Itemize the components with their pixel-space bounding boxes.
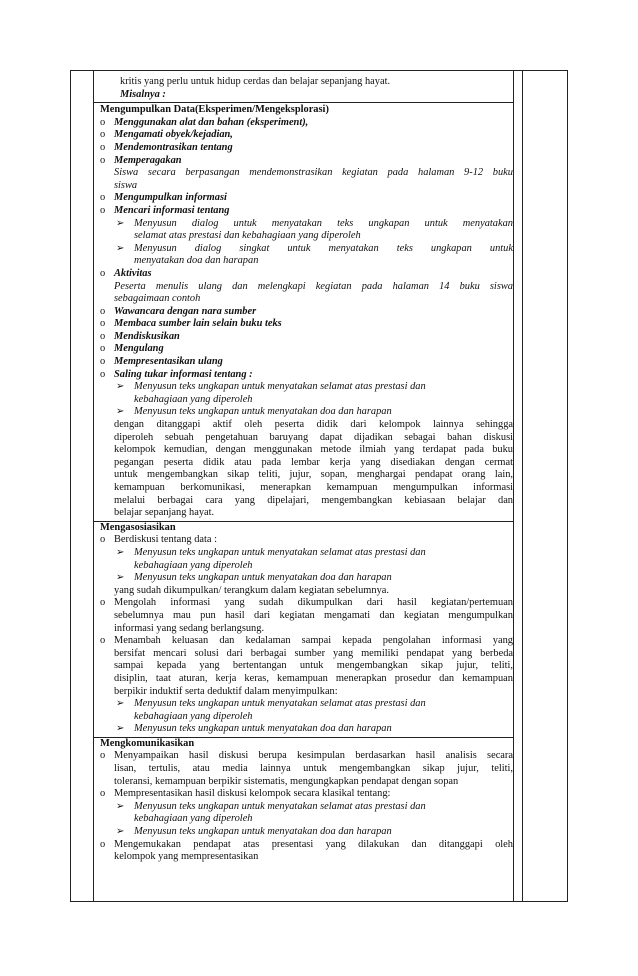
bullet-icon: o bbox=[100, 343, 106, 355]
bullet-icon: o bbox=[100, 192, 106, 204]
lesson-table bbox=[70, 70, 568, 902]
list-item: o Saling tukar informasi tentang : bbox=[100, 368, 253, 380]
paragraph-line: diperoleh sebuah pengetahuan baruyang dapat dijadikan sebagai bahan diskusi bbox=[114, 431, 513, 443]
sub-item: ➢ Menyusun teks ungkapan untuk menyatakan selamat atas prestasi dan bbox=[116, 381, 426, 393]
item-description: siswa bbox=[114, 179, 138, 191]
example-label: Misalnya : bbox=[120, 88, 166, 100]
bullet-icon: o bbox=[100, 141, 106, 153]
list-item: o Mengumpulkan informasi bbox=[100, 192, 227, 204]
bullet-icon: o bbox=[100, 597, 106, 609]
sub-item-continuation: kebahagiaan yang diperoleh bbox=[134, 813, 253, 825]
sub-item: ➢ Menyusun dialog singkat untuk menyatakan teks ungkapan untuk bbox=[116, 242, 513, 254]
sub-item-continuation: kebahagiaan yang diperoleh bbox=[134, 393, 253, 405]
arrow-bullet-icon: ➢ bbox=[116, 242, 125, 254]
paragraph-line: bersifat mencari solusi dari berbagai sumber yang memiliki pendapat yang berbeda bbox=[114, 647, 513, 659]
arrow-bullet-icon: ➢ bbox=[116, 406, 125, 418]
paragraph-line: sebelumnya mau pun hasil dari kegiatan mengamati dan kegiatan mengumpulkan bbox=[114, 609, 513, 621]
paragraph-line: kelompok kemudian, dengan menggunakan metode ilmiah yang terdapat pada buku bbox=[114, 444, 513, 456]
sub-item: ➢ Menyusun teks ungkapan untuk menyatakan doa dan harapan bbox=[116, 723, 392, 735]
sub-item-continuation: kebahagiaan yang diperoleh bbox=[134, 710, 253, 722]
paragraph-line: disiplin, taat aturan, kerja keras, kemampuan menerapkan prosedur dan kemampuan bbox=[114, 672, 513, 684]
bullet-icon: o bbox=[100, 204, 106, 216]
list-item: o Mendiskusikan bbox=[100, 330, 180, 342]
list-item: o Memperagakan bbox=[100, 154, 182, 166]
list-item: o Mencari informasi tentang bbox=[100, 204, 230, 216]
paragraph-line: kelompok yang mempresentasikan bbox=[114, 851, 259, 863]
bullet-icon: o bbox=[100, 838, 106, 850]
sub-item: ➢ Menyusun teks ungkapan untuk menyatakan doa dan harapan bbox=[116, 826, 392, 838]
bullet-icon: o bbox=[100, 116, 106, 128]
table-column-divider bbox=[522, 71, 523, 901]
list-item: o Mempresentasikan ulang bbox=[100, 356, 223, 368]
list-item: o Mengulang bbox=[100, 343, 164, 355]
list-item: o Mengolah informasi yang sudah dikumpulkan dari hasil kegiatan/pertemuan bbox=[100, 597, 513, 609]
bullet-icon: o bbox=[100, 534, 106, 546]
bullet-icon: o bbox=[100, 318, 106, 330]
section-title: Mengkomunikasikan bbox=[100, 737, 195, 749]
sub-item: ➢ Menyusun teks ungkapan untuk menyatakan selamat atas prestasi dan bbox=[116, 698, 426, 710]
table-column-divider bbox=[513, 71, 514, 901]
item-description: sebagaimaan contoh bbox=[114, 293, 201, 305]
bullet-icon: o bbox=[100, 635, 106, 647]
arrow-bullet-icon: ➢ bbox=[116, 546, 125, 558]
arrow-bullet-icon: ➢ bbox=[116, 572, 125, 584]
list-item: o Menambah keluasan dan kedalaman sampai kepada pengolahan informasi yang bbox=[100, 635, 513, 647]
sub-item: ➢ Menyusun teks ungkapan untuk menyatakan doa dan harapan bbox=[116, 572, 392, 584]
paragraph-line: toleransi, kemampuan berpikir sistematis, mengungkapkan pendapat dengan sopan bbox=[114, 775, 459, 787]
sub-item-continuation: selamat atas prestasi dan kebahagiaan yang diperoleh bbox=[134, 230, 361, 242]
continuation-block bbox=[94, 71, 513, 101]
bullet-icon: o bbox=[100, 267, 106, 279]
continuation-text: kritis yang perlu untuk hidup cerdas dan belajar sepanjang hayat. bbox=[120, 76, 391, 87]
section-mengkomunikasikan bbox=[94, 738, 513, 864]
list-item: o Mempresentasikan hasil diskusi kelompok secara klasikal tentang: bbox=[100, 788, 391, 800]
paragraph-line: berpikir induktif serta deduktif dalam menyimpulkan: bbox=[114, 685, 338, 697]
arrow-bullet-icon: ➢ bbox=[116, 800, 125, 812]
paragraph-line: belajar sepanjang hayat. bbox=[114, 507, 215, 519]
item-description: Peserta menulis ulang dan melengkapi kegiatan pada halaman 14 buku siswa bbox=[114, 280, 513, 292]
bullet-icon: o bbox=[100, 305, 106, 317]
paragraph-line: dengan ditanggapi aktif oleh peserta didik dari kelompok lainnya sehingga bbox=[114, 419, 513, 431]
paragraph-line: informasi yang sedang berlangsung. bbox=[114, 622, 265, 634]
sub-item-continuation: menyatakan doa dan harapan bbox=[134, 255, 259, 267]
bullet-icon: o bbox=[100, 330, 106, 342]
activity-cell bbox=[94, 71, 513, 864]
sub-item: ➢ Menyusun teks ungkapan untuk menyatakan doa dan harapan bbox=[116, 406, 392, 418]
bullet-icon: o bbox=[100, 750, 106, 762]
item-description: Siswa secara berpasangan mendemonstrasikan kegiatan pada halaman 9-12 buku bbox=[114, 167, 513, 179]
paragraph-line: pegangan peserta didik atau pada lembar kerja yang disediakan dengan cermat bbox=[114, 456, 513, 468]
bullet-icon: o bbox=[100, 368, 106, 380]
list-item: o Menyampaikan hasil diskusi berupa kesimpulan berdasarkan hasil analisis secara bbox=[100, 750, 513, 762]
arrow-bullet-icon: ➢ bbox=[116, 381, 125, 393]
paragraph-line: melalui berbagai cara yang dipelajari, mengembangkan kebiasaan belajar dan bbox=[114, 494, 513, 506]
section-title: Mengumpulkan Data(Eksperimen/Mengeksplorasi) bbox=[100, 104, 329, 116]
sub-item: ➢ Menyusun dialog untuk menyatakan teks ungkapan untuk menyatakan bbox=[116, 217, 513, 229]
arrow-bullet-icon: ➢ bbox=[116, 217, 125, 229]
list-item: o Aktivitas bbox=[100, 267, 152, 279]
arrow-bullet-icon: ➢ bbox=[116, 723, 125, 735]
sub-item: ➢ Menyusun teks ungkapan untuk menyatakan selamat atas prestasi dan bbox=[116, 546, 426, 558]
list-item: o Menggunakan alat dan bahan (eksperiment), bbox=[100, 116, 309, 128]
paragraph-line: sampai kepada yang bertentangan untuk mengembangkan sikap jujur, teliti, bbox=[114, 660, 513, 672]
section-mengumpulkan bbox=[94, 103, 513, 520]
bullet-icon: o bbox=[100, 129, 106, 141]
arrow-bullet-icon: ➢ bbox=[116, 698, 125, 710]
list-item: o Mendemontrasikan tentang bbox=[100, 141, 233, 153]
list-item: o Mengamati obyek/kejadian, bbox=[100, 129, 233, 141]
section-mengasosiasikan bbox=[94, 522, 513, 736]
sub-item-continuation: kebahagiaan yang diperoleh bbox=[134, 559, 253, 571]
bullet-icon: o bbox=[100, 356, 106, 368]
list-item: o Mengemukakan pendapat atas presentasi yang dilakukan dan ditanggapi oleh bbox=[100, 838, 513, 850]
bullet-icon: o bbox=[100, 788, 106, 800]
bullet-icon: o bbox=[100, 154, 106, 166]
paragraph-line: kemampuan berkomunikasi, menerapkan kemampuan mengumpulkan informasi bbox=[114, 482, 513, 493]
sub-item: ➢ Menyusun teks ungkapan untuk menyatakan selamat atas prestasi dan bbox=[116, 800, 426, 812]
paragraph-line: lisan, tertulis, atau media lainnya untuk mengembangkan sikap jujur, teliti, bbox=[114, 763, 513, 775]
paragraph-line: yang sudah dikumpulkan/ terangkum dalam kegiatan sebelumnya. bbox=[114, 584, 389, 596]
list-item: o Berdiskusi tentang data : bbox=[100, 534, 218, 546]
paragraph-line: untuk mengembangkan sikap teliti, jujur, sopan, menghargai pendapat orang lain, bbox=[114, 469, 513, 481]
list-item: o Membaca sumber lain selain buku teks bbox=[100, 318, 282, 330]
section-title: Mengasosiasikan bbox=[100, 521, 176, 533]
arrow-bullet-icon: ➢ bbox=[116, 826, 125, 838]
list-item: o Wawancara dengan nara sumber bbox=[100, 305, 257, 317]
